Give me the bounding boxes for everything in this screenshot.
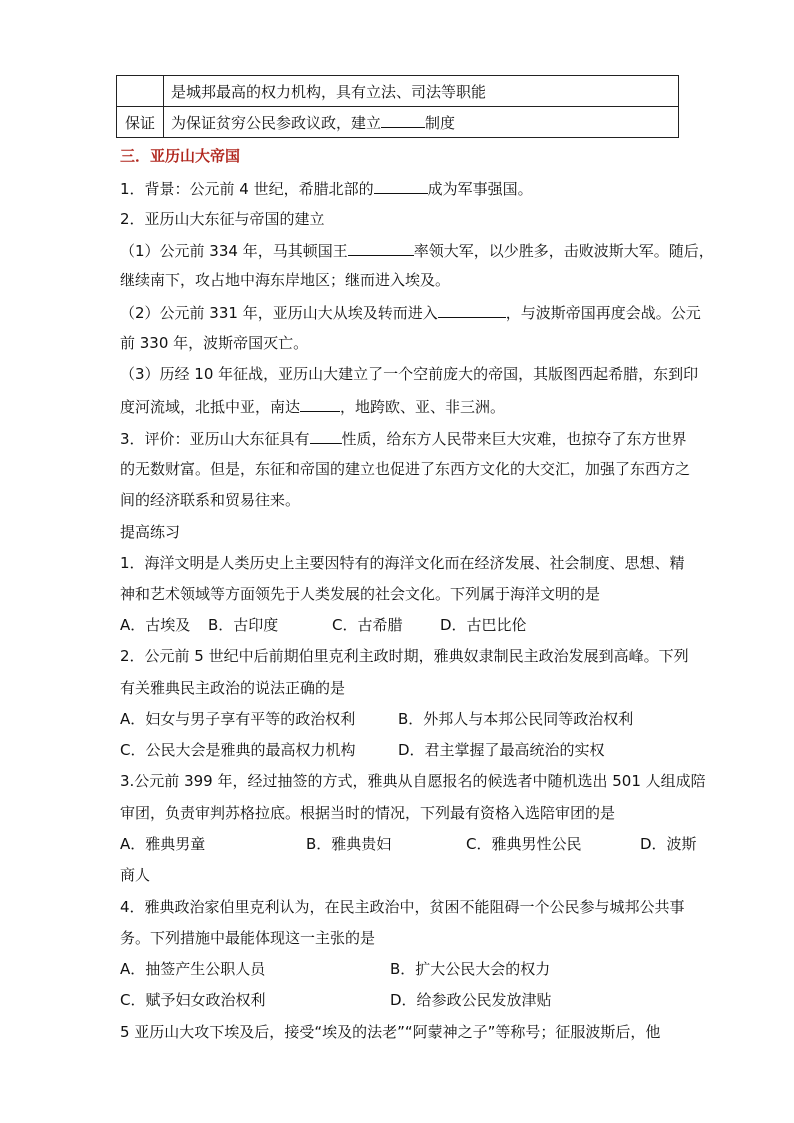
- section-heading: 三．亚历山大帝国: [120, 147, 241, 165]
- table-cell-label: 保证: [117, 107, 164, 138]
- question-text: 5 亚历山大攻下埃及后，接受“埃及的法老”“阿蒙神之子”等称号；征服波斯后，他: [120, 1023, 661, 1041]
- fill-blank: [348, 240, 414, 256]
- text-segment: ，地跨欧、亚、非三洲。: [340, 398, 506, 416]
- option-b: B．雅典贵妇: [306, 835, 392, 853]
- option-b: B．外邦人与本邦公民同等政治权利: [398, 710, 634, 728]
- text-segment: 制度: [425, 113, 456, 132]
- option-c: C．雅典男性公民: [466, 835, 582, 853]
- question-text: 2．公元前 5 世纪中后前期伯里克利主政时期，雅典奴隶制民主政治发展到高峰。下列: [120, 647, 689, 665]
- paragraph-line: 继续南下，攻占地中海东岸地区；继而进入埃及。: [120, 271, 451, 289]
- fill-blank: [374, 178, 428, 194]
- table-cell-text: [164, 107, 679, 138]
- option-d: D．古巴比伦: [440, 616, 527, 634]
- paragraph-line: [120, 396, 700, 417]
- option-a: A．抽签产生公职人员: [120, 960, 266, 978]
- option-a: A．雅典男童: [120, 835, 206, 853]
- option-b: B．扩大公民大会的权力: [390, 960, 551, 978]
- option-a: A．妇女与男子享有平等的政治权利: [120, 710, 356, 728]
- question-text: 1．海洋文明是人类历史上主要因特有的海洋文化而在经济发展、社会制度、思想、精: [120, 554, 685, 572]
- table-cell-text: 是城邦最高的权力机构，具有立法、司法等职能: [164, 76, 679, 107]
- paragraph-heading: 2．亚历山大东征与帝国的建立: [120, 210, 325, 228]
- table-cell-label: [117, 76, 164, 107]
- question-text: 审团，负责审判苏格拉底。根据当时的情况，下列最有资格入选陪审团的是: [120, 804, 616, 822]
- text-segment: 性质，给东方人民带来巨大灾难，也掠夺了东方世界: [341, 430, 687, 448]
- paragraph-background: [120, 178, 700, 199]
- text-segment: ，与波斯帝国再度会战。公元: [505, 304, 701, 322]
- text-segment: 成为军事强国。: [427, 180, 533, 198]
- option-d: D．君主掌握了最高统治的实权: [398, 741, 605, 759]
- question-text: 有关雅典民主政治的说法正确的是: [120, 679, 346, 697]
- text-segment: 率领大军，以少胜多，击败波斯大军。随后，: [413, 242, 714, 260]
- table-row: [117, 107, 679, 138]
- question-text: 4．雅典政治家伯里克利认为，在民主政治中，贫困不能阻碍一个公民参与城邦公共事: [120, 898, 685, 916]
- exercises-heading: 提高练习: [120, 523, 181, 541]
- table-row: [117, 76, 679, 107]
- institutions-table: [116, 75, 679, 138]
- text-segment: （2）公元前 331 年，亚历山大从埃及转而进入: [120, 304, 438, 322]
- paragraph-line: 的无数财富。但是，东征和帝国的建立也促进了东西方文化的大交汇，加强了东西方之: [120, 460, 691, 478]
- paragraph-line: [120, 240, 714, 261]
- option-c: C．古希腊: [332, 616, 403, 634]
- option-d: D．波斯: [640, 835, 697, 853]
- question-text: 3.公元前 399 年，经过抽签的方式，雅典从自愿报名的候选者中随机选出 501 人组成陪: [120, 772, 706, 790]
- fill-blank: [310, 428, 342, 444]
- fill-blank: [438, 302, 506, 318]
- option-b: B．古印度: [208, 616, 279, 634]
- question-text: 务。下列措施中最能体现这一主张的是: [120, 929, 376, 947]
- paragraph-line: 前 330 年，波斯帝国灭亡。: [120, 334, 309, 352]
- option-a: A．古埃及: [120, 616, 191, 634]
- text-segment: 3．评价：亚历山大东征具有: [120, 430, 310, 448]
- option-wrap: 商人: [120, 866, 151, 884]
- option-c: C．赋予妇女政治权利: [120, 991, 266, 1009]
- paragraph-line: [120, 302, 700, 323]
- paragraph-line: （3）历经 10 年征战，亚历山大建立了一个空前庞大的帝国，其版图西起希腊，东到印: [120, 365, 699, 383]
- question-text: 神和艺术领域等方面领先于人类发展的社会文化。下列属于海洋文明的是: [120, 585, 601, 603]
- option-d: D．给参政公民发放津贴: [390, 991, 552, 1009]
- fill-blank: [381, 112, 425, 128]
- text-segment: 度河流域，北抵中亚，南达: [120, 398, 301, 416]
- option-c: C．公民大会是雅典的最高权力机构: [120, 741, 356, 759]
- paragraph-line: [120, 428, 700, 449]
- text-segment: 1．背景：公元前 4 世纪，希腊北部的: [120, 180, 374, 198]
- paragraph-line: 间的经济联系和贸易往来。: [120, 491, 301, 509]
- text-segment: （1）公元前 334 年，马其顿国王: [120, 242, 348, 260]
- text-segment: 为保证贫穷公民参政议政，建立: [171, 113, 382, 132]
- fill-blank: [300, 396, 340, 412]
